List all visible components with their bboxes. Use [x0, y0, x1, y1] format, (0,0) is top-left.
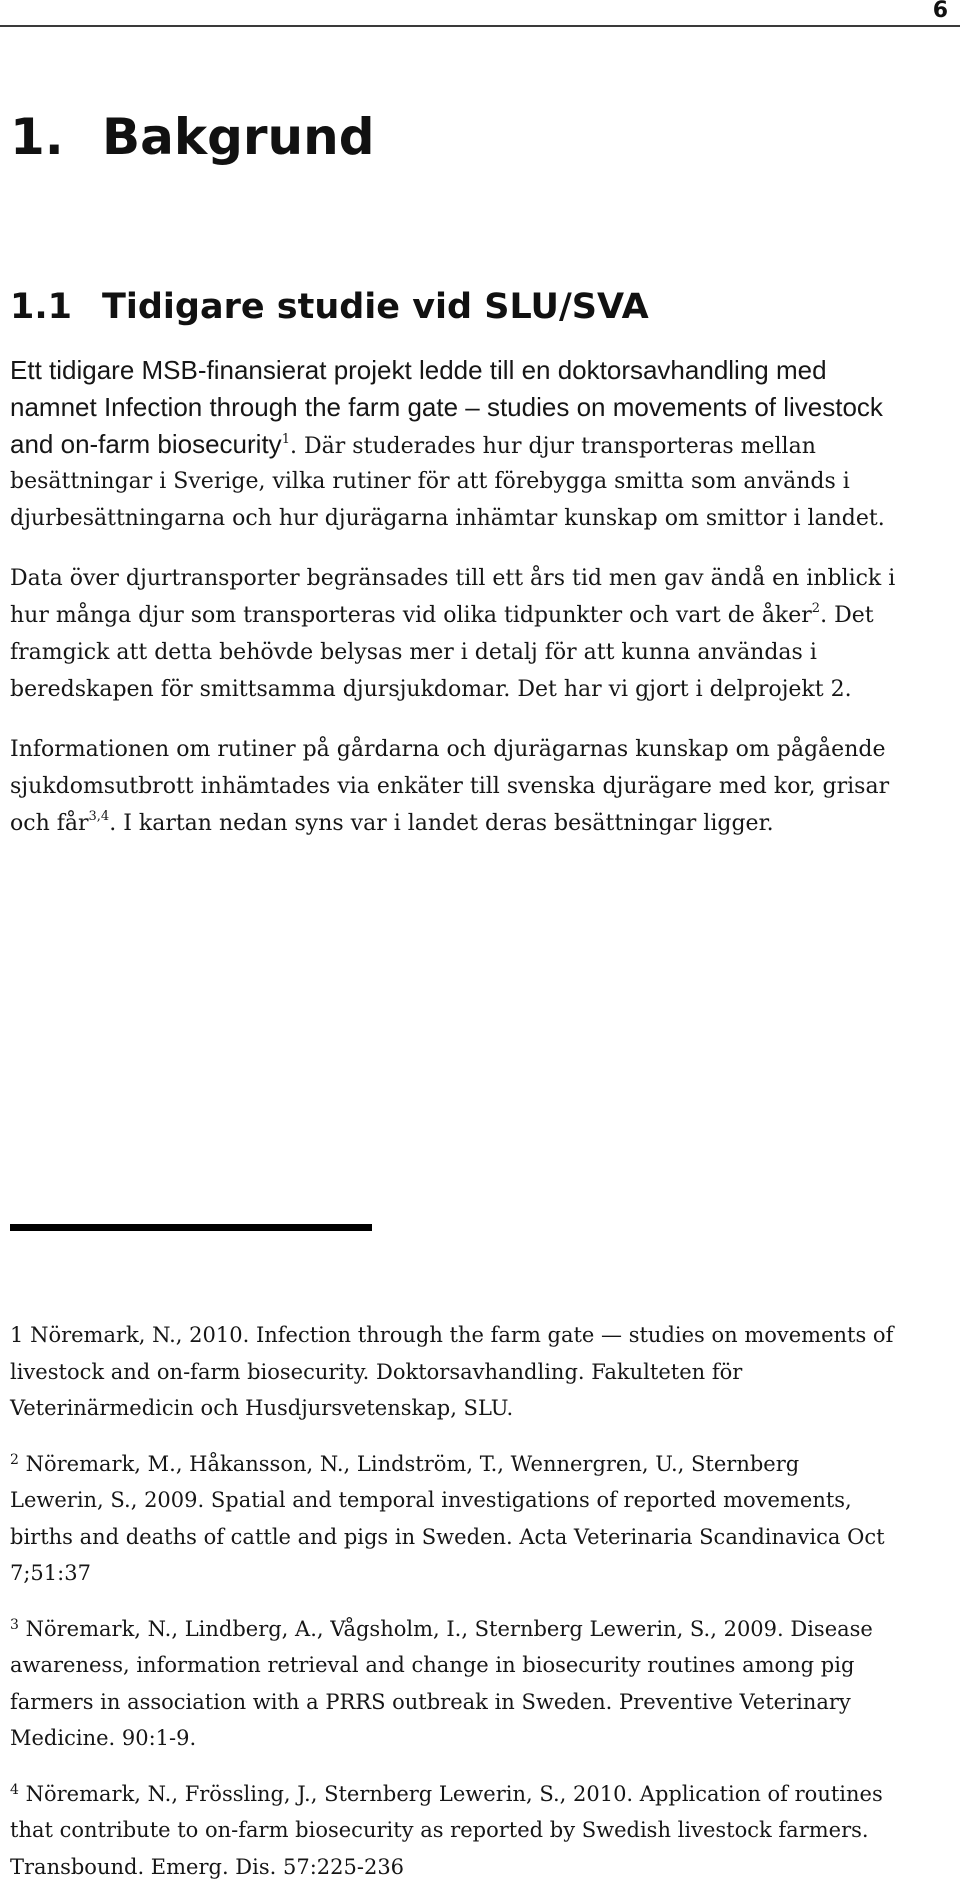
footnote-line — [10, 1317, 950, 1354]
chapter-number: 1. — [10, 108, 64, 166]
footnote-text: Transbound. Emerg. Dis. 57:225-236 — [10, 1854, 405, 1879]
paragraph-line — [10, 352, 950, 389]
paragraph-line — [10, 389, 950, 426]
line-text: besättningar i Sverige, vilka rutiner för att förebygga smitta som används i — [10, 469, 850, 494]
footnote-text: Nöremark, N., 2010. Infection through the farm gate — studies on movements of — [30, 1323, 894, 1347]
page-number: 6 — [932, 0, 948, 23]
footnote-2 — [10, 1446, 950, 1592]
paragraph-line — [10, 731, 950, 768]
footnote-marker: 2 — [10, 1451, 19, 1468]
line-text: framgick att detta behövde belysas mer i detalj för att kunna användas i — [10, 640, 817, 665]
line-text: Ett tidigare MSB-finansierat projekt ledde till en doktorsavhandling med — [10, 355, 827, 385]
footnote-text: Lewerin, S., 2009. Spatial and temporal investigations of reported movements, — [10, 1488, 852, 1512]
line-text: namnet Infection through the farm gate – studies on movements of livestock — [10, 392, 883, 422]
footnote-3 — [10, 1611, 950, 1757]
paragraph-line — [10, 426, 950, 463]
footnote-marker: 4 — [10, 1781, 19, 1798]
footnote-reference: 3,4 — [88, 809, 110, 824]
footnote-line — [10, 1720, 950, 1757]
line-text: . Det — [820, 603, 874, 628]
footnote-marker: 3 — [10, 1616, 19, 1633]
line-text: and on-farm biosecurity — [10, 429, 282, 459]
paragraph-line — [10, 597, 950, 634]
line-text: sjukdomsutbrott inhämtades via enkäter till svenska djurägare med kor, grisar — [10, 774, 890, 799]
footnote-text: Veterinärmedicin och Husdjursvetenskap, SLU. — [10, 1396, 514, 1420]
footnote-line — [10, 1776, 950, 1813]
paragraph-line — [10, 463, 950, 500]
footnote-line — [10, 1519, 950, 1556]
footnote-text: Medicine. 90:1-9. — [10, 1726, 197, 1750]
footnote-text: that contribute to on-farm biosecurity as reported by Swedish livestock farmers. — [10, 1818, 869, 1842]
footnote-4 — [10, 1776, 950, 1886]
line-text: Informationen om rutiner på gårdarna och djurägarnas kunskap om pågående — [10, 737, 886, 762]
footnote-line — [10, 1555, 950, 1592]
chapter-heading — [10, 107, 375, 167]
footnote-line — [10, 1482, 950, 1519]
section-number: 1.1 — [10, 287, 73, 327]
chapter-title: Bakgrund — [102, 108, 375, 166]
footnote-marker: 1 — [10, 1323, 24, 1347]
header-rule — [0, 25, 960, 27]
footnote-text: 7;51:37 — [10, 1561, 91, 1585]
footnote-line — [10, 1684, 950, 1721]
line-text: beredskapen för smittsamma djursjukdomar. Det har vi gjort i delprojekt 2. — [10, 677, 852, 702]
footnote-text: livestock and on-farm biosecurity. Doktorsavhandling. Fakulteten för — [10, 1359, 743, 1384]
paragraph-line — [10, 500, 950, 537]
footnote-line — [10, 1390, 950, 1427]
footnote-text: Nöremark, N., Frössling, J., Sternberg Lewerin, S., 2010. Application of routines — [25, 1781, 883, 1806]
footnote-text: awareness, information retrieval and change in biosecurity routines among pig — [10, 1653, 855, 1677]
section-title: Tidigare studie vid SLU/SVA — [102, 287, 649, 327]
paragraph-line — [10, 560, 950, 597]
paragraph-3 — [10, 731, 950, 842]
footnote-line — [10, 1849, 950, 1886]
paragraph-2 — [10, 560, 950, 708]
line-text: djurbesättningarna och hur djurägarna inhämtar kunskap om smittor i landet. — [10, 506, 885, 531]
footnote-text: farmers in association with a PRRS outbreak in Sweden. Preventive Veterinary — [10, 1689, 851, 1714]
section-heading — [10, 286, 649, 328]
paragraph-line — [10, 805, 950, 842]
line-text: och får — [10, 811, 89, 836]
footnote-1 — [10, 1317, 950, 1427]
footnote-text: births and deaths of cattle and pigs in Sweden. Acta Veterinaria Scandinavica Oct — [10, 1524, 885, 1549]
paragraph-1 — [10, 352, 950, 537]
line-text: Data över djurtransporter begränsades till ett års tid men gav ändå en inblick i — [10, 566, 896, 591]
footnote-separator — [10, 1224, 372, 1231]
footnote-line — [10, 1611, 950, 1648]
footnote-line — [10, 1812, 950, 1849]
line-text: . Där studerades hur djur transporteras mellan — [289, 434, 816, 459]
footnote-line — [10, 1647, 950, 1684]
footnote-reference: 2 — [811, 601, 821, 616]
paragraph-line — [10, 671, 950, 708]
footnote-text: Nöremark, M., Håkansson, N., Lindström, T., Wennergren, U., Sternberg — [25, 1451, 800, 1476]
footnote-text: Nöremark, N., Lindberg, A., Vågsholm, I., Sternberg Lewerin, S., 2009. Disease — [25, 1616, 873, 1641]
footnote-reference: 1 — [281, 432, 290, 447]
paragraph-line — [10, 768, 950, 805]
footnotes — [10, 1317, 950, 1904]
paragraph-line — [10, 634, 950, 671]
footnote-line — [10, 1446, 950, 1483]
body-text — [10, 352, 950, 865]
footnote-line — [10, 1354, 950, 1391]
line-text: . I kartan nedan syns var i landet deras besättningar ligger. — [109, 811, 774, 836]
line-text: hur många djur som transporteras vid olika tidpunkter och vart de åker — [10, 603, 812, 628]
